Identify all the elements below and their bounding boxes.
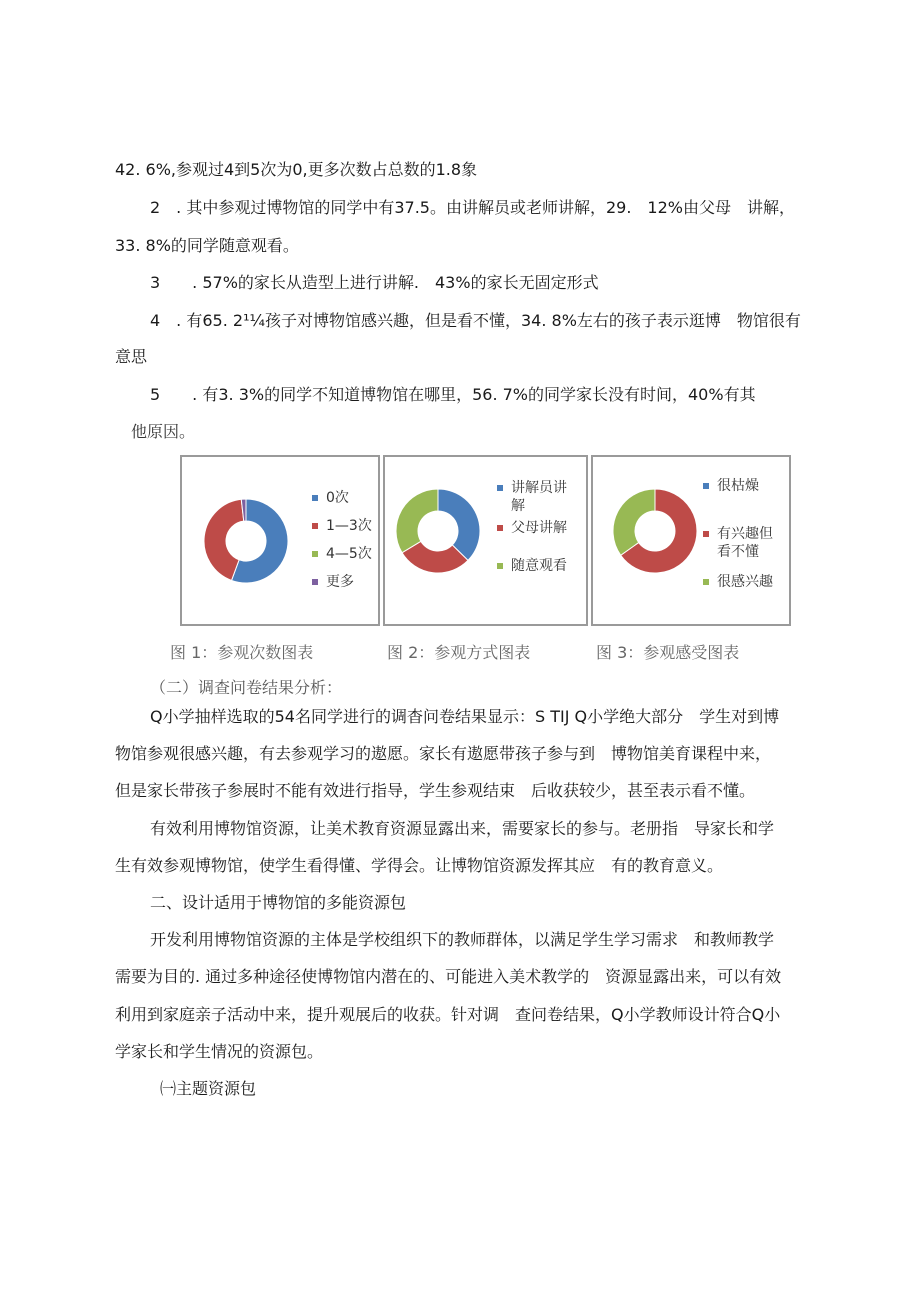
chart1-svg <box>182 457 378 624</box>
swatch-green <box>703 579 709 585</box>
heading-3: ㈠主题资源包 <box>160 1079 257 1098</box>
paragraph-line: 开发利用博物馆资源的主体是学校组织下的教师群体，以满足学生学习需求 和教师教学 <box>150 930 775 949</box>
chart-visit-feeling: 很枯燥 有兴趣但 看不懂 很感兴趣 <box>591 455 791 626</box>
chart-visit-count: 0次 1—3次 4—5次 更多 <box>180 455 380 626</box>
heading-2: 二、设计适用于博物馆的多能资源包 <box>150 893 407 912</box>
paragraph-line: 3 . 57%的家长从造型上进行讲解. 43%的家长无固定形式 <box>150 273 599 292</box>
swatch-blue <box>312 495 318 501</box>
chart1-caption: 图 1：参观次数图表 <box>170 643 314 662</box>
paragraph-line: 需要为目的. 通过多种途径使博物馆内潜在的、可能进入美术教学的 资源显露出来，可以有效 <box>115 967 782 986</box>
swatch-green <box>497 563 503 569</box>
paragraph-line: 42. 6%,参观过4到5次为0,更多次数占总数的1.8象 <box>115 160 478 179</box>
paragraph-line: 利用到家庭亲子活动中来，提升观展后的收获。针对调 查问卷结果，Q小学教师设计符合Q小 <box>115 1005 781 1024</box>
paragraph-line: 33. 8%的同学随意观看。 <box>115 236 299 255</box>
paragraph-line: 有效利用博物馆资源，让美术教育资源显露出来，需要家长的参与。老册指 导家长和学 <box>150 819 775 838</box>
swatch-blue <box>703 483 709 489</box>
donut-slice-3 <box>396 489 438 553</box>
swatch-blue <box>497 485 503 491</box>
section-heading: （二）调查问卷结果分析： <box>150 678 343 697</box>
donut-slice-3 <box>613 489 655 555</box>
paragraph-line: 生有效参观博物馆，使学生看得懂、学得会。让博物馆资源发挥其应 有的教育意义。 <box>115 856 724 875</box>
paragraph-line: 物馆参观很感兴趣，有去参观学习的遨愿。家长有遨愿带孩子参与到 博物馆美育课程中来， <box>115 744 772 763</box>
swatch-red <box>497 525 503 531</box>
paragraph-line: 但是家长带孩子参展时不能有效进行指导，学生参观结束 后收获较少，甚至表示看不懂。 <box>115 781 756 800</box>
chart-visit-method: 讲解员讲 解 父母讲解 随意观看 <box>383 455 588 626</box>
paragraph-line: 2 . 其中参观过博物馆的同学中有37.5。由讲解员或老师讲解，29. 12%由父母 讲解， <box>150 198 795 217</box>
swatch-red <box>312 523 318 529</box>
swatch-green <box>312 551 318 557</box>
swatch-red <box>703 531 709 537</box>
paragraph-line: 4 . 有65. 2¹¼孩子对博物馆感兴趣，但是看不懂，34. 8%左右的孩子表示逛博 物馆很有 <box>150 311 801 330</box>
paragraph-line: 他原因。 <box>131 422 196 441</box>
chart2-caption: 图 2：参观方式图表 <box>387 643 531 662</box>
paragraph-line: 5 . 有3. 3%的同学不知道博物馆在哪里，56. 7%的同学家长没有时间，40%有其 <box>150 385 756 404</box>
paragraph-line: Q小学抽样选取的54名同学进行的调杳问卷结果显示：S TIJ Q小学绝大部分 学生对到博 <box>150 707 780 726</box>
chart3-caption: 图 3：参观感受图表 <box>596 643 740 662</box>
paragraph-line: 意思 <box>115 347 148 366</box>
swatch-purple <box>312 579 318 585</box>
paragraph-line: 学家长和学生情况的资源包。 <box>115 1042 324 1061</box>
